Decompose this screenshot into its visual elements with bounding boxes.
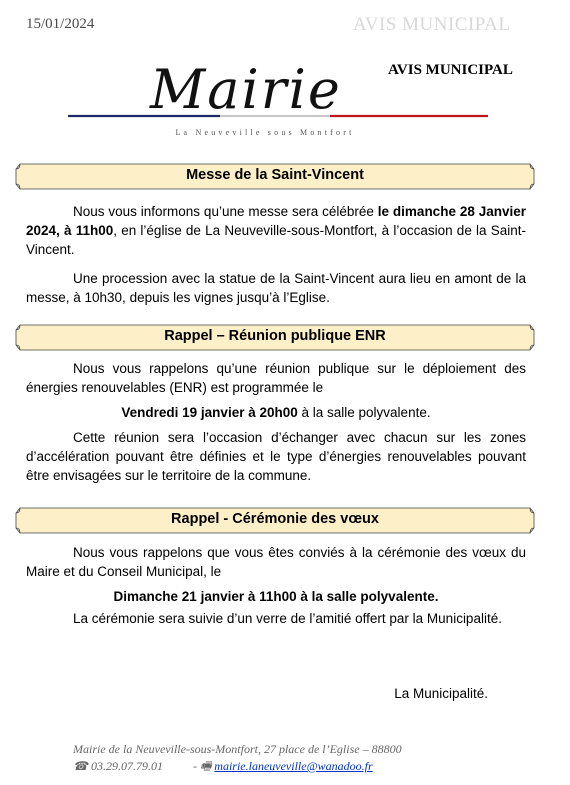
enr-description: Cette réunion sera l’occasion d’échanger avec chacun sur les zones d’accélération pouvant être définies et le type d’énergies renouvelables pouvant être envisagées sur le territoire de la commune. [26,430,526,483]
procession-paragraph: Une procession avec la statue de la Saint-Vincent aura lieu en amont de la messe, à 10h30, depuis les vignes jusqu’à l’Eglise. [26,271,526,305]
messe-paragraph: Nous vous informons qu’une messe sera célébrée le dimanche 28 Janvier 2024, à 11h00, en l’église de La Neuveville-sous-Montfort, à l’occasion de la Saint-Vincent. [26,204,527,257]
footer-address: Mairie de la Neuveville-sous-Montfort, 27 place de l’Eglise – 88800 [73,742,402,756]
fax-icon: 🖷 [199,759,212,773]
voeux-description: La cérémonie sera suivie d’un verre de l’amitié offert par la Municipalité. [73,611,502,626]
section-title: Rappel – Réunion publique ENR [164,328,386,344]
voeux-date-line: Dimanche 21 janvier à 11h00 à la salle polyvalente. [113,589,439,604]
document-date: 15/01/2024 [26,16,95,32]
phone-icon: ☎ [73,759,88,773]
separator: - [192,759,197,773]
voeux-paragraph: Nous vous rappelons que vous êtes conviés à la cérémonie des vœux du Maire et du Conseil Municipal, le [26,545,526,579]
messe-date: le dimanche 28 Janvier 2024, à 11h00 [26,204,526,238]
enr-paragraph: Nous vous rappelons qu’une réunion publique sur le déploiement des énergies renouvelables (ENR) est programmée le [26,361,526,395]
notice-title: AVIS MUNICIPAL [388,62,513,78]
header-watermark: AVIS MUNICIPAL [353,14,511,35]
email-link[interactable]: mairie.laneuveville@wanadoo.fr [214,759,373,773]
footer-contact [73,757,373,778]
section-banner-messe [14,161,536,190]
signature: La Municipalité. [394,686,488,701]
section-banner-enr [14,322,536,351]
section-title: Rappel - Cérémonie des vœux [171,511,379,527]
logo-script-text: Mairie [150,58,342,121]
phone-number: 03.29.07.79.01 [90,759,163,773]
enr-date-line: Vendredi 19 janvier à 20h00 à la salle polyvalente. [121,405,431,420]
section-title: Messe de la Saint-Vincent [186,167,364,183]
logo-tagline: La Neuveville sous Montfort [175,128,355,137]
section-banner-voeux [14,505,536,534]
